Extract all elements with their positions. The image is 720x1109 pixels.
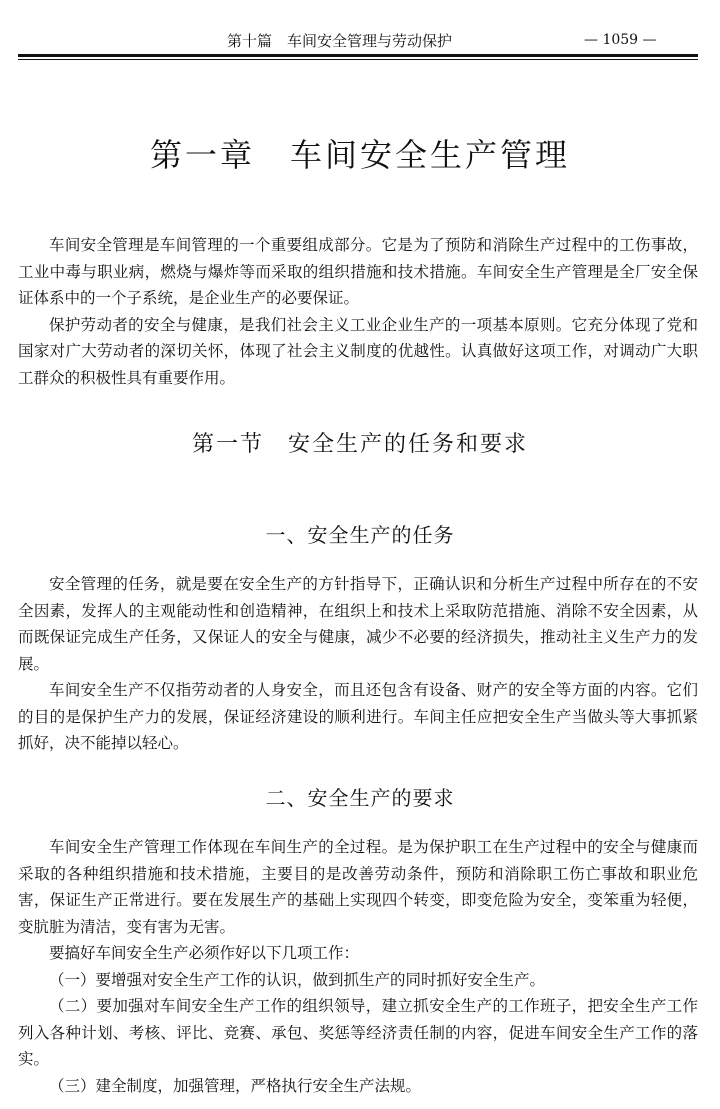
page-header: [0, 28, 720, 52]
list-item: （二）要加强对车间安全生产工作的组织领导，建立抓安全生产的工作班子，把安全生产工作列入各种计划、考核、评比、竞赛、承包、奖惩等经济责任制的内容，促进车间安全生产工作的落实。: [18, 997, 698, 1068]
paragraph: 要搞好车间安全生产必须作好以下几项工作：: [49, 944, 360, 962]
page-number: — 1059 —: [584, 32, 657, 48]
list-item: （三）建全制度，加强管理，严格执行安全生产法规。: [49, 1076, 422, 1095]
header-rule-thick: [18, 54, 698, 57]
subsection-2-text: [18, 834, 698, 1099]
running-title: 第十篇 车间安全管理与劳动保护: [227, 32, 453, 50]
chapter-title: 第一章 车间安全生产管理: [149, 136, 570, 174]
list-item: （一）要增强对安全生产工作的认识，做到抓生产的同时抓好安全生产。: [49, 970, 546, 989]
section-title: 第一节 安全生产的任务和要求: [191, 432, 528, 457]
paragraph: 车间安全管理是车间管理的一个重要组成部分。它是为了预防和消除生产过程中的工伤事故，工业中毒与职业病，燃烧与爆炸等而采取的组织措施和技术措施。车间安全生产管理是全厂安全保证体系中的一个子系统，是企业生产的必要保证。: [18, 236, 698, 307]
paragraph: 车间安全生产不仅指劳动者的人身安全，而且还包含有设备、财产的安全等方面的内容。它们的目的是保护生产力的发展，保证经济建设的顺利进行。车间主任应把安全生产当做头等大事抓紧抓好，决不能掉以轻心。: [18, 681, 698, 752]
header-rule-thin: [18, 59, 698, 60]
paragraph: 保护劳动者的安全与健康，是我们社会主义工业企业生产的一项基本原则。它充分体现了党和国家对广大劳动者的深切关怀，体现了社会主义制度的优越性。认真做好这项工作，对调动广大职工群众的积极性具有重要作用。: [18, 315, 698, 387]
subsection-title: 一、安全生产的任务: [265, 523, 455, 547]
paragraph: 车间安全生产管理工作体现在车间生产的全过程。是为保护职工在生产过程中的安全与健康而采取的各种组织措施和技术措施，主要目的是改善劳动条件，预防和消除职工伤亡事故和职业危害，保证生产正常进行。要在发展生产的基础上实现四个转变，即变危险为安全，变笨重为轻便，变肮脏为清洁，变有害为无害。: [18, 838, 698, 936]
subsection-1-text: [18, 571, 698, 757]
subsection-title: 二、安全生产的要求: [265, 786, 455, 810]
intro-text: [18, 232, 698, 391]
paragraph: 安全管理的任务，就是要在安全生产的方针指导下，正确认识和分析生产过程中所存在的不安全因素，发挥人的主观能动性和创造精神，在组织上和技术上采取防范措施、消除不安全因素，从而既保证完成生产任务，又保证人的安全与健康，减少不必要的经济损失，推动社主义生产力的发展。: [18, 575, 698, 673]
